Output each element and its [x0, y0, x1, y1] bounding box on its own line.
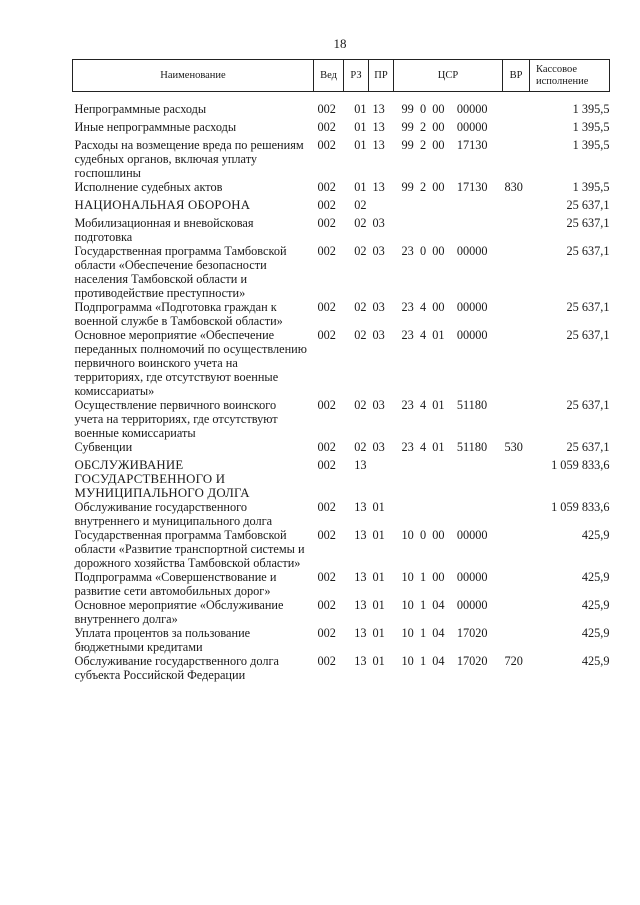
header-rz: РЗ	[344, 60, 369, 92]
cell-vr	[503, 216, 530, 244]
table-row	[73, 458, 610, 500]
cell-amount: 1 059 833,6	[551, 500, 610, 514]
cell-name: Субвенции	[74, 440, 133, 454]
cell-ved: 002	[317, 598, 336, 612]
table-header-row	[73, 60, 610, 92]
cell-ved: 002	[317, 300, 336, 314]
cell-vr: 530	[504, 440, 523, 454]
cell-ved: 002	[317, 198, 336, 212]
cell-name: Осуществление первичного воинского учета на территориях, где отсутствуют военные комиссариаты	[74, 398, 278, 440]
cell-pr: 03	[372, 440, 385, 454]
cell-amount: 425,9	[581, 598, 610, 612]
cell-pr: 01	[372, 598, 385, 612]
page-number: 18	[333, 36, 347, 51]
cell-name: Непрограммные расходы	[74, 102, 207, 116]
cell-ved: 002	[317, 398, 336, 412]
cell-csr: 99 2 00 17130	[401, 180, 488, 194]
cell-ved: 002	[317, 328, 336, 342]
cell-amount: 25 637,1	[566, 300, 610, 314]
cell-name: ОБСЛУЖИВАНИЕ ГОСУДАРСТВЕННОГО И МУНИЦИПАЛЬНОГО ДОЛГА	[74, 458, 250, 500]
cell-csr	[394, 198, 503, 216]
cell-vr	[503, 598, 530, 626]
table-row	[73, 92, 610, 121]
cell-ved: 002	[317, 458, 336, 472]
cell-ved: 002	[317, 570, 336, 584]
cell-csr: 23 4 00 00000	[401, 300, 488, 314]
cell-rz: 13	[354, 570, 367, 584]
cell-csr: 10 1 00 00000	[401, 570, 488, 584]
budget-table	[72, 59, 610, 682]
table-row	[73, 398, 610, 440]
cell-name: Основное мероприятие «Обеспечение переданных полномочий по осуществлению первичного воинского учета на территориях, где отсутствуют военные комиссариаты»	[74, 328, 307, 398]
cell-name: Обслуживание государственного внутреннего и муниципального долга	[74, 500, 273, 528]
cell-csr: 23 0 00 00000	[401, 244, 488, 258]
cell-amount: 1 395,5	[572, 120, 610, 134]
cell-csr: 10 1 04 17020	[401, 626, 488, 640]
cell-name: НАЦИОНАЛЬНАЯ ОБОРОНА	[74, 198, 251, 212]
cell-pr: 03	[372, 398, 385, 412]
cell-ved: 002	[317, 654, 336, 668]
cell-csr	[394, 500, 503, 528]
cell-csr: 23 4 01 00000	[401, 328, 488, 342]
cell-pr: 01	[372, 500, 385, 514]
cell-csr: 23 4 01 51180	[401, 398, 488, 412]
cell-pr: 01	[372, 570, 385, 584]
header-csr: ЦСР	[394, 60, 503, 92]
cell-rz: 13	[354, 500, 367, 514]
cell-csr: 10 1 04 00000	[401, 598, 488, 612]
cell-name: Основное мероприятие «Обслуживание внутреннего долга»	[74, 598, 284, 626]
cell-rz: 02	[354, 300, 367, 314]
cell-amount: 25 637,1	[566, 398, 610, 412]
cell-ved: 002	[317, 120, 336, 134]
cell-vr	[503, 458, 530, 500]
cell-vr	[503, 138, 530, 180]
cell-rz: 13	[354, 654, 367, 668]
cell-ved: 002	[317, 528, 336, 542]
table-row	[73, 500, 610, 528]
cell-amount: 1 395,5	[572, 102, 610, 116]
cell-name: Государственная программа Тамбовской области «Обеспечение безопасности населения Тамбовской области и противодействие преступности»	[74, 244, 287, 300]
cell-csr	[394, 458, 503, 500]
table-row	[73, 598, 610, 626]
table-row	[73, 570, 610, 598]
table-row	[73, 328, 610, 398]
cell-vr	[503, 198, 530, 216]
cell-pr: 13	[372, 180, 385, 194]
cell-rz: 02	[354, 244, 367, 258]
cell-pr: 01	[372, 626, 385, 640]
cell-rz: 13	[354, 458, 367, 472]
table-row	[73, 300, 610, 328]
cell-rz: 02	[354, 398, 367, 412]
cell-rz: 02	[354, 440, 367, 454]
cell-rz: 13	[354, 598, 367, 612]
table-row	[73, 440, 610, 458]
cell-csr: 10 0 00 00000	[401, 528, 488, 542]
cell-vr	[503, 244, 530, 300]
cell-csr: 99 0 00 00000	[401, 102, 488, 116]
cell-name: Государственная программа Тамбовской области «Развитие транспортной системы и дорожного хозяйства Тамбовской области»	[74, 528, 305, 570]
table-row	[73, 654, 610, 682]
cell-pr: 03	[372, 328, 385, 342]
cell-rz: 13	[354, 626, 367, 640]
cell-vr	[503, 300, 530, 328]
cell-name: Уплата процентов за пользование бюджетными кредитами	[74, 626, 251, 654]
cell-rz: 01	[354, 138, 367, 152]
table-row	[73, 244, 610, 300]
cell-vr: 720	[504, 654, 523, 668]
cell-pr: 01	[372, 654, 385, 668]
cell-amount: 425,9	[581, 528, 610, 542]
header-ved: Вед	[314, 60, 344, 92]
cell-ved: 002	[317, 244, 336, 258]
table-body	[73, 92, 610, 683]
cell-amount: 25 637,1	[566, 216, 610, 230]
cell-ved: 002	[317, 216, 336, 230]
header-name: Наименование	[73, 60, 314, 92]
cell-csr: 10 1 04 17020	[401, 654, 488, 668]
cell-csr	[394, 216, 503, 244]
cell-pr	[369, 198, 394, 216]
cell-pr: 13	[372, 120, 385, 134]
cell-pr	[369, 458, 394, 500]
cell-amount: 25 637,1	[566, 440, 610, 454]
cell-ved: 002	[317, 626, 336, 640]
header-amount: Кассовое исполнение	[530, 60, 610, 92]
cell-ved: 002	[317, 440, 336, 454]
table-row	[73, 198, 610, 216]
cell-name: Иные непрограммные расходы	[74, 120, 237, 134]
cell-vr	[503, 528, 530, 570]
cell-name: Мобилизационная и вневойсковая подготовка	[74, 216, 254, 244]
table-row	[73, 528, 610, 570]
cell-ved: 002	[317, 500, 336, 514]
cell-amount: 425,9	[581, 570, 610, 584]
cell-amount: 425,9	[581, 654, 610, 668]
cell-csr: 99 2 00 17130	[401, 138, 488, 152]
cell-rz: 01	[354, 102, 367, 116]
cell-pr: 03	[372, 216, 385, 230]
cell-name: Обслуживание государственного долга субъекта Российской Федерации	[74, 654, 279, 682]
table-row	[73, 180, 610, 198]
cell-vr	[503, 570, 530, 598]
cell-pr: 13	[372, 102, 385, 116]
cell-amount: 1 059 833,6	[551, 458, 610, 472]
cell-pr: 03	[372, 300, 385, 314]
cell-ved: 002	[317, 138, 336, 152]
cell-vr	[503, 398, 530, 440]
cell-amount: 425,9	[581, 626, 610, 640]
header-vr: ВР	[503, 60, 530, 92]
cell-vr	[503, 92, 530, 121]
cell-vr	[503, 500, 530, 528]
cell-ved: 002	[317, 102, 336, 116]
cell-rz: 02	[354, 216, 367, 230]
cell-name: Подпрограмма «Подготовка граждан к военной службе в Тамбовской области»	[74, 300, 283, 328]
table-row	[73, 626, 610, 654]
cell-amount: 1 395,5	[572, 180, 610, 194]
cell-rz: 02	[354, 328, 367, 342]
cell-vr	[503, 120, 530, 138]
cell-pr: 03	[372, 244, 385, 258]
cell-name: Исполнение судебных актов	[74, 180, 223, 194]
cell-pr: 01	[372, 528, 385, 542]
table-row	[73, 120, 610, 138]
cell-amount: 1 395,5	[572, 138, 610, 152]
cell-rz: 01	[354, 120, 367, 134]
table-row	[73, 216, 610, 244]
table-row	[73, 138, 610, 180]
cell-csr: 23 4 01 51180	[401, 440, 488, 454]
cell-csr: 99 2 00 00000	[401, 120, 488, 134]
cell-name: Подпрограмма «Совершенствование и развитие сети автомобильных дорог»	[74, 570, 277, 598]
cell-amount: 25 637,1	[566, 198, 610, 212]
cell-amount: 25 637,1	[566, 328, 610, 342]
cell-vr	[503, 328, 530, 398]
cell-rz: 01	[354, 180, 367, 194]
cell-ved: 002	[317, 180, 336, 194]
cell-rz: 13	[354, 528, 367, 542]
header-pr: ПР	[369, 60, 394, 92]
cell-name: Расходы на возмещение вреда по решениям судебных органов, включая уплату госпошлины	[74, 138, 304, 180]
cell-pr: 13	[372, 138, 385, 152]
cell-rz: 02	[354, 198, 367, 212]
cell-amount: 25 637,1	[566, 244, 610, 258]
cell-vr	[503, 626, 530, 654]
cell-vr: 830	[504, 180, 523, 194]
